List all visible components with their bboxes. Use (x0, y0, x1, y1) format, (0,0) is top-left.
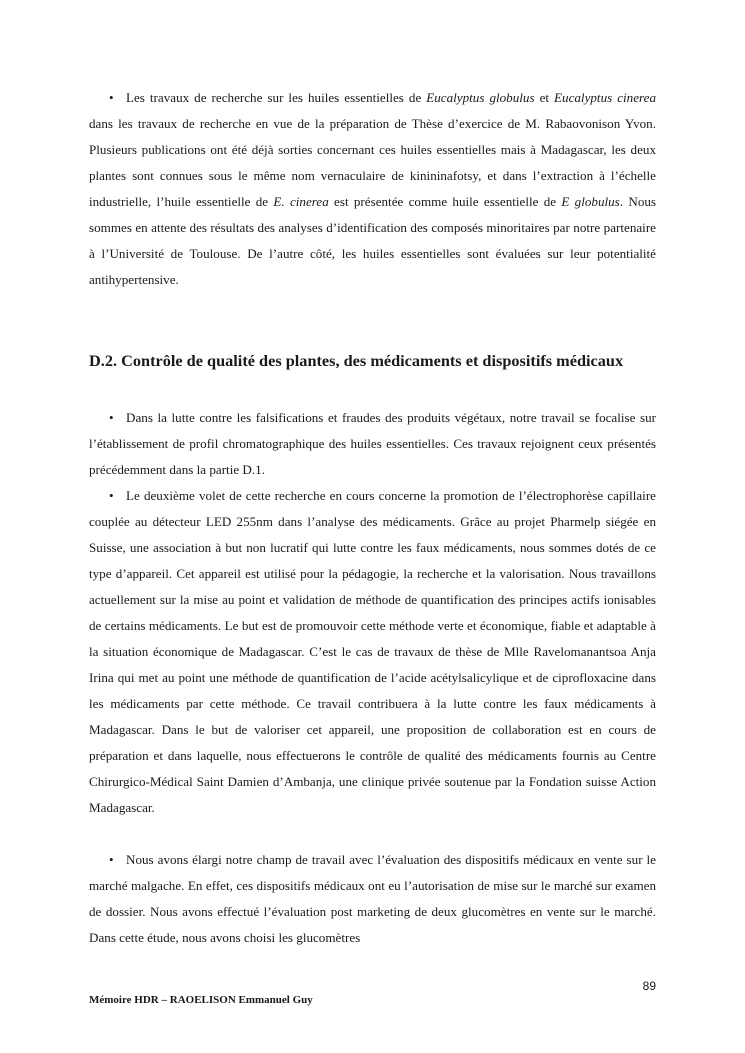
paragraph-text: et (534, 90, 555, 105)
page-number: 89 (642, 979, 656, 993)
paragraph-falsifications (89, 405, 656, 483)
paragraph-text: Dans la lutte contre les falsifications et fraudes des produits végétaux, notre travail se focalise sur l’établissement de profil chromatographique des huiles essentielles. Ces travaux rejoignent ceux présentés précédemment dans la partie D.1. (89, 410, 656, 477)
paragraph-dispositifs (89, 847, 656, 951)
species-name: E globulus (561, 194, 620, 209)
paragraph-text: est présentée comme huile essentielle de (328, 194, 562, 209)
species-name: Eucalyptus cinerea (554, 90, 656, 105)
bullet-marker: • (109, 410, 114, 425)
paragraph-eucalyptus (89, 85, 656, 293)
paragraph-text: Nous avons élargi notre champ de travail avec l’évaluation des dispositifs médicaux en vente sur le marché malgache. En effet, ces dispositifs médicaux ont eu l’autorisation de mise sur le marché sur examen de dossier. Nous avons effectué l’évaluation post marketing de deux glucomètres en vente sur le marché. Dans cette étude, nous avons choisi les glucomètres (89, 852, 656, 945)
paragraph-text: . Nous sommes en attente des résultats des analyses d’identification des composés minoritaires par notre partenaire à l’Université de Toulouse. De l’autre côté, les huiles essentielles sont évaluées sur leur potentialité antihypertensive. (89, 194, 657, 287)
species-name: Eucalyptus globulus (426, 90, 535, 105)
paragraph-text: Le deuxième volet de cette recherche en cours concerne la promotion de l’électrophorèse capillaire couplée au détecteur LED 255nm dans l’analyse des médicaments. Grâce au projet Pharmelp siégée en Suisse, une association à but non lucratif qui lutte contre les faux médicaments, nous sommes dotés de ce type d’appareil. Cet appareil est utilisé pour la pédagogie, la recherche et la valorisation. Nous travaillons actuellement sur la mise au point et validation de méthode de quantification des principes actifs ionisables de certains médicaments. Le but est de promouvoir cette méthode verte et économique, fiable et adaptable à la situation économique de Madagascar. C’est le cas de travaux de thèse de Mlle Ravelomanantsoa Anja Irina qui met au point une méthode de quantification de l’acide acétylsalicylique et de ciprofloxacine dans les médicaments par cette méthode. Ce travail contribuera à la lutte contre les faux médicaments à Madagascar. Dans le but de valoriser cet appareil, une proposition de collaboration est en cours de préparation et dans laquelle, nous effectuerons le contrôle de qualité des médicaments fournis au Centre Chirurgico-Médical Saint Damien d’Ambanja, une clinique privée soutenue par la Fondation suisse Action Madagascar. (89, 488, 656, 815)
bullet-marker: • (109, 852, 114, 867)
bullet-marker: • (109, 90, 114, 105)
species-name: E. cinerea (273, 194, 329, 209)
section-heading: D.2. Contrôle de qualité des plantes, des médicaments et dispositifs médicaux (89, 351, 624, 370)
paragraph-text: Les travaux de recherche sur les huiles essentielles de (126, 90, 427, 105)
bullet-marker: • (109, 488, 114, 503)
paragraph-text: dans les travaux de recherche en vue de la préparation de Thèse d’exercice de M. Rabaovonison Yvon. Plusieurs publications ont été déjà sorties concernant ces huiles essentielles mais à Madagascar, les deux plantes sont connues sous le même nom vernaculaire de kinininafotsy, et dans l’extraction à l’échelle industrielle, l’huile essentielle de (89, 116, 656, 209)
page-footer: Mémoire HDR – RAOELISON Emmanuel Guy (89, 994, 313, 1006)
paragraph-electrophorese (89, 483, 656, 821)
